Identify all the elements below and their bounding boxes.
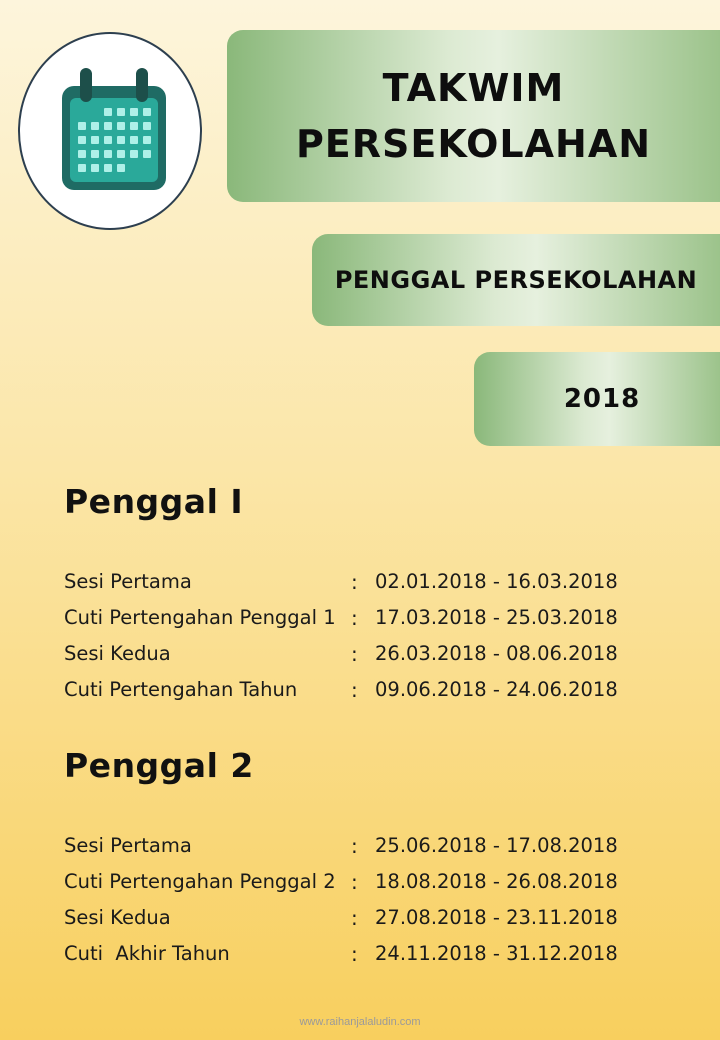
row-separator: : bbox=[351, 870, 358, 894]
schedule-penggal-1 bbox=[64, 564, 664, 708]
calendar-cell bbox=[117, 150, 125, 158]
calendar-icon bbox=[60, 68, 168, 192]
section-heading-penggal-1: Penggal I bbox=[64, 482, 244, 521]
row-dates: 18.08.2018 - 26.08.2018 bbox=[375, 870, 618, 893]
calendar-cell bbox=[91, 122, 99, 130]
calendar-cell bbox=[104, 164, 112, 172]
year-banner bbox=[474, 352, 720, 446]
schedule-row bbox=[64, 672, 664, 708]
title-line-1: TAKWIM bbox=[382, 66, 565, 110]
calendar-cell bbox=[104, 122, 112, 130]
row-dates: 27.08.2018 - 23.11.2018 bbox=[375, 906, 618, 929]
row-label: Sesi Kedua bbox=[64, 906, 171, 929]
subtitle-text: PENGGAL PERSEKOLAHAN bbox=[334, 266, 698, 294]
row-separator: : bbox=[351, 834, 358, 858]
title-banner bbox=[227, 30, 720, 202]
schedule-row bbox=[64, 828, 664, 864]
row-dates: 09.06.2018 - 24.06.2018 bbox=[375, 678, 618, 701]
calendar-cell bbox=[143, 122, 151, 130]
footer-watermark: www.raihanjalaludin.com bbox=[299, 1016, 421, 1028]
schedule-row bbox=[64, 564, 664, 600]
row-separator: : bbox=[351, 606, 358, 630]
schedule-row bbox=[64, 900, 664, 936]
calendar-cell bbox=[130, 108, 138, 116]
subtitle-banner bbox=[312, 234, 720, 326]
calendar-cell bbox=[104, 108, 112, 116]
calendar-cell bbox=[104, 136, 112, 144]
row-dates: 02.01.2018 - 16.03.2018 bbox=[375, 570, 618, 593]
schedule-row bbox=[64, 864, 664, 900]
schedule-row bbox=[64, 600, 664, 636]
row-separator: : bbox=[351, 942, 358, 966]
row-dates: 24.11.2018 - 31.12.2018 bbox=[375, 942, 618, 965]
calendar-cell bbox=[143, 108, 151, 116]
row-label: Sesi Pertama bbox=[64, 834, 192, 857]
row-separator: : bbox=[351, 570, 358, 594]
calendar-cell bbox=[78, 150, 86, 158]
logo-circle bbox=[18, 32, 202, 230]
calendar-cell bbox=[78, 164, 86, 172]
calendar-cell bbox=[117, 122, 125, 130]
calendar-cell bbox=[117, 136, 125, 144]
calendar-cell bbox=[78, 122, 86, 130]
row-dates: 26.03.2018 - 08.06.2018 bbox=[375, 642, 618, 665]
schedule-row bbox=[64, 636, 664, 672]
row-separator: : bbox=[351, 906, 358, 930]
calendar-cell bbox=[117, 108, 125, 116]
row-label: Cuti Pertengahan Penggal 1 bbox=[64, 606, 336, 629]
row-label: Sesi Kedua bbox=[64, 642, 171, 665]
calendar-cell bbox=[78, 136, 86, 144]
calendar-cell bbox=[130, 122, 138, 130]
calendar-cell bbox=[130, 136, 138, 144]
row-label: Cuti Pertengahan Tahun bbox=[64, 678, 298, 701]
row-label: Sesi Pertama bbox=[64, 570, 192, 593]
row-dates: 17.03.2018 - 25.03.2018 bbox=[375, 606, 618, 629]
section-heading-penggal-2: Penggal 2 bbox=[64, 746, 254, 785]
row-label: Cuti Akhir Tahun bbox=[64, 942, 230, 965]
calendar-cell bbox=[143, 136, 151, 144]
row-label: Cuti Pertengahan Penggal 2 bbox=[64, 870, 336, 893]
calendar-cell bbox=[104, 150, 112, 158]
year-text: 2018 bbox=[563, 384, 641, 414]
schedule-row bbox=[64, 936, 664, 972]
row-separator: : bbox=[351, 678, 358, 702]
title-line-2: PERSEKOLAHAN bbox=[295, 122, 652, 166]
calendar-cell bbox=[91, 136, 99, 144]
calendar-cell bbox=[91, 150, 99, 158]
calendar-cell bbox=[91, 164, 99, 172]
row-separator: : bbox=[351, 642, 358, 666]
row-dates: 25.06.2018 - 17.08.2018 bbox=[375, 834, 618, 857]
calendar-cell bbox=[130, 150, 138, 158]
calendar-cell bbox=[117, 164, 125, 172]
schedule-penggal-2 bbox=[64, 828, 664, 972]
calendar-cell bbox=[143, 150, 151, 158]
